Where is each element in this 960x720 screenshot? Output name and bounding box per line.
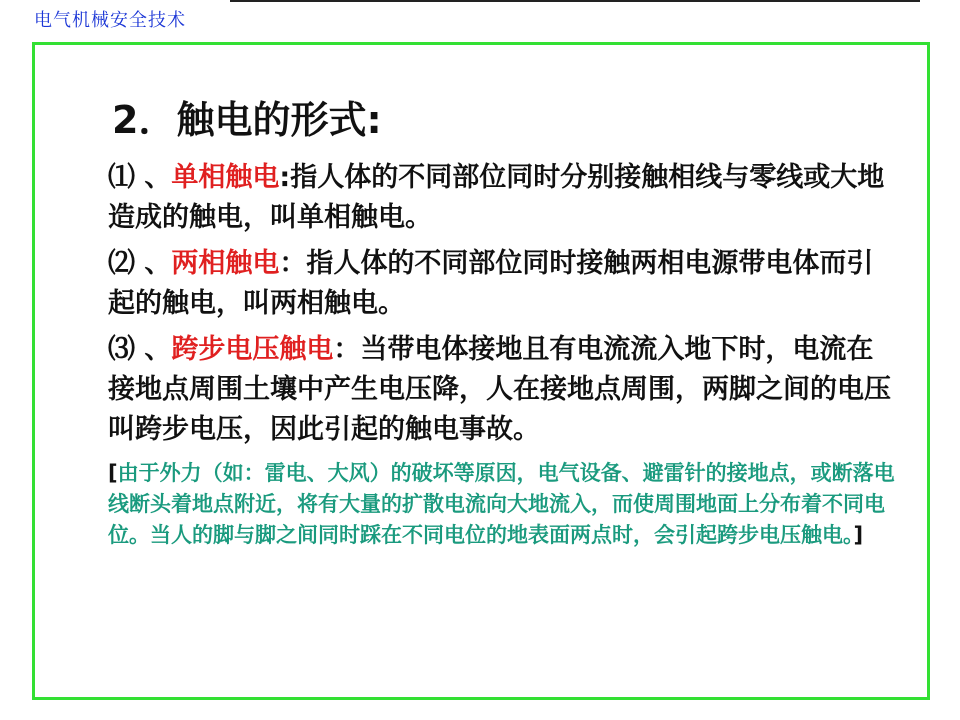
- item-number: ⑶: [108, 333, 135, 365]
- list-item: [108, 330, 898, 450]
- item-separator: 、: [144, 161, 172, 193]
- note-open-bracket: [: [108, 460, 118, 485]
- slide-content: [108, 98, 898, 551]
- note-text: 由于外力（如：雷电、大风）的破坏等原因，电气设备、避雷针的接地点，或断落电线断头着地点附近，将有大量的扩散电流向大地流入，而使周围地面上分布着不同电位。当人的脚与脚之间同时踩在不同电位的地表面两点时，会引起跨步电压触电。: [108, 460, 895, 547]
- item-number: ⑴: [108, 161, 135, 193]
- header-divider: [230, 0, 920, 2]
- item-number: ⑵: [108, 247, 135, 279]
- list-item: [108, 158, 898, 238]
- item-description: :指人体的不同部位同时分别接触相线与零线或大地造成的触电，叫单相触电。: [108, 161, 885, 233]
- header-title: 电气机械安全技术: [34, 10, 186, 31]
- item-term: 单相触电: [171, 161, 280, 193]
- item-description: ：当带电体接地且有电流流入地下时，电流在接地点周围土壤中产生电压降，人在接地点周围，两脚之间的电压叫跨步电压，因此引起的触电事故。: [108, 333, 891, 445]
- list-item: [108, 244, 898, 324]
- item-separator: 、: [144, 247, 172, 279]
- slide-heading: 2．触电的形式:: [112, 98, 382, 142]
- item-description: ：指人体的不同部位同时接触两相电源带电体而引起的触电，叫两相触电。: [108, 247, 874, 319]
- item-separator: 、: [144, 333, 172, 365]
- explanatory-note: [108, 458, 898, 551]
- note-close-bracket: ]: [853, 522, 864, 547]
- item-term: 跨步电压触电: [171, 333, 334, 365]
- item-term: 两相触电: [171, 247, 280, 279]
